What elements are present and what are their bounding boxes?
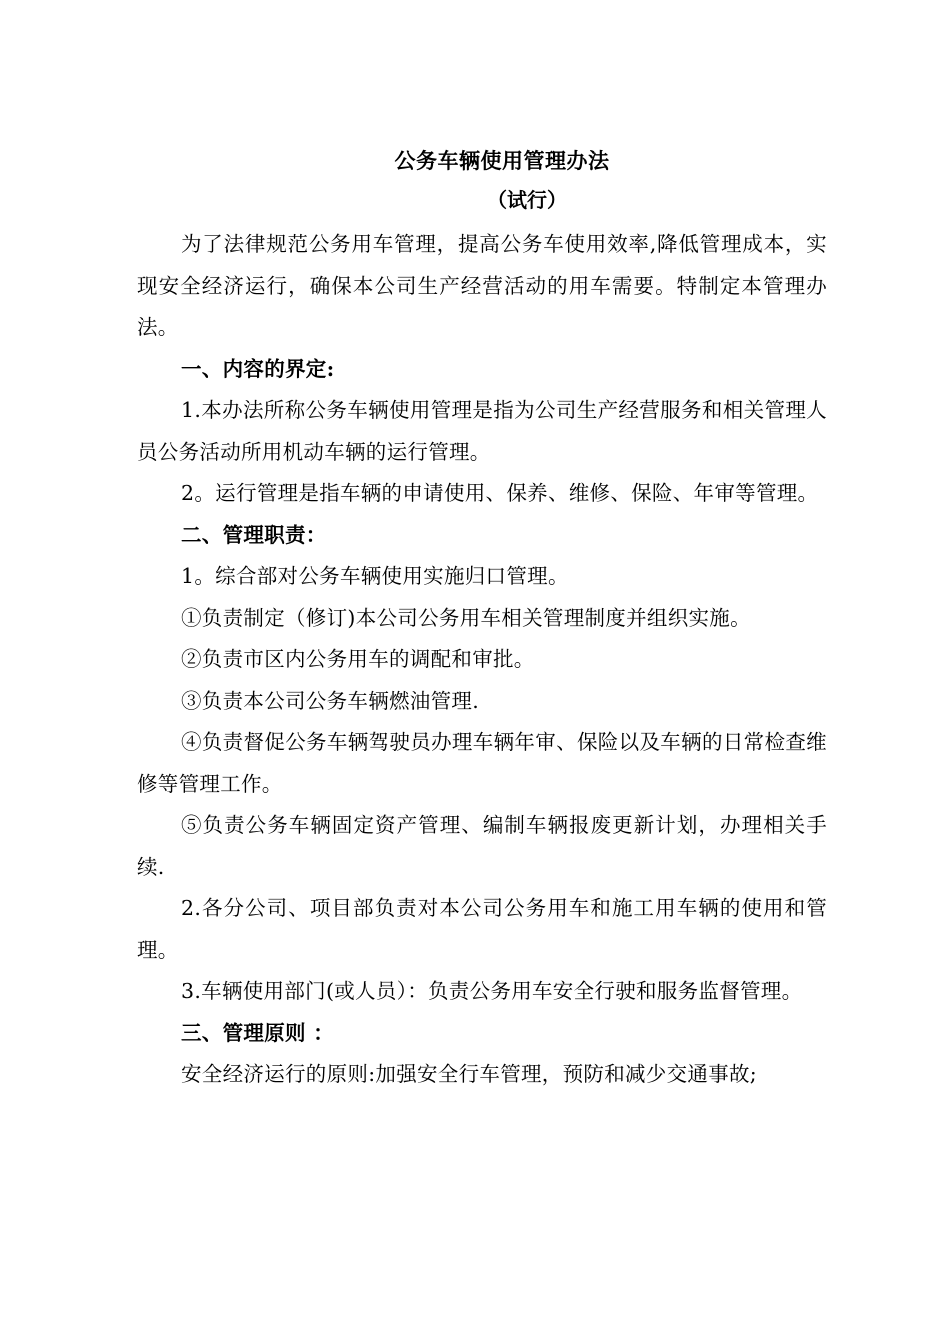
document-body (137, 224, 827, 1096)
paragraph: 2。运行管理是指车辆的申请使用、保养、维修、保险、年审等管理。 (181, 481, 819, 505)
document-title: 公务车辆使用管理办法 (394, 148, 610, 173)
section-heading-responsibilities: 二、管理职责： (181, 522, 327, 547)
list-item: ①负责制定（修订)本公司公务用车相关管理制度并组织实施。 (181, 605, 751, 630)
list-item: ⑤负责公务车辆固定资产管理、编制车辆报废更新计划，办理相关手续. (137, 813, 827, 879)
list-item: ②负责市区内公务用车的调配和审批。 (181, 647, 535, 671)
document-content (137, 150, 827, 1096)
paragraph: 2.各分公司、项目部负责对本公司公务用车和施工用车辆的使用和管理。 (137, 896, 827, 962)
section-heading-principles: 三、管理原则 ： (181, 1020, 335, 1045)
paragraph: 1。综合部对公务车辆使用实施归口管理。 (181, 564, 569, 588)
document-subtitle: （试行） (487, 188, 567, 212)
paragraph-intro: 为了法律规范公务用车管理，提高公务车使用效率,降低管理成本，实现安全经济运行，确保本公司生产经营活动的用车需要。特制定本管理办法。 (137, 232, 827, 339)
paragraph: 3.车辆使用部门(或人员）：负责公务用车安全行驶和服务监督管理。 (181, 979, 803, 1003)
paragraph: 1.本办法所称公务车辆使用管理是指为公司生产经营服务和相关管理人员公务活动所用机动车辆的运行管理。 (137, 398, 827, 464)
list-item: ③负责本公司公务车辆燃油管理. (181, 688, 480, 713)
list-item: ④负责督促公务车辆驾驶员办理车辆年审、保险以及车辆的日常检查维修等管理工作。 (137, 730, 827, 796)
section-heading-definition: 一、内容的界定: (181, 356, 335, 381)
paragraph: 安全经济运行的原则:加强安全行车管理，预防和减少交通事故; (181, 1062, 758, 1086)
